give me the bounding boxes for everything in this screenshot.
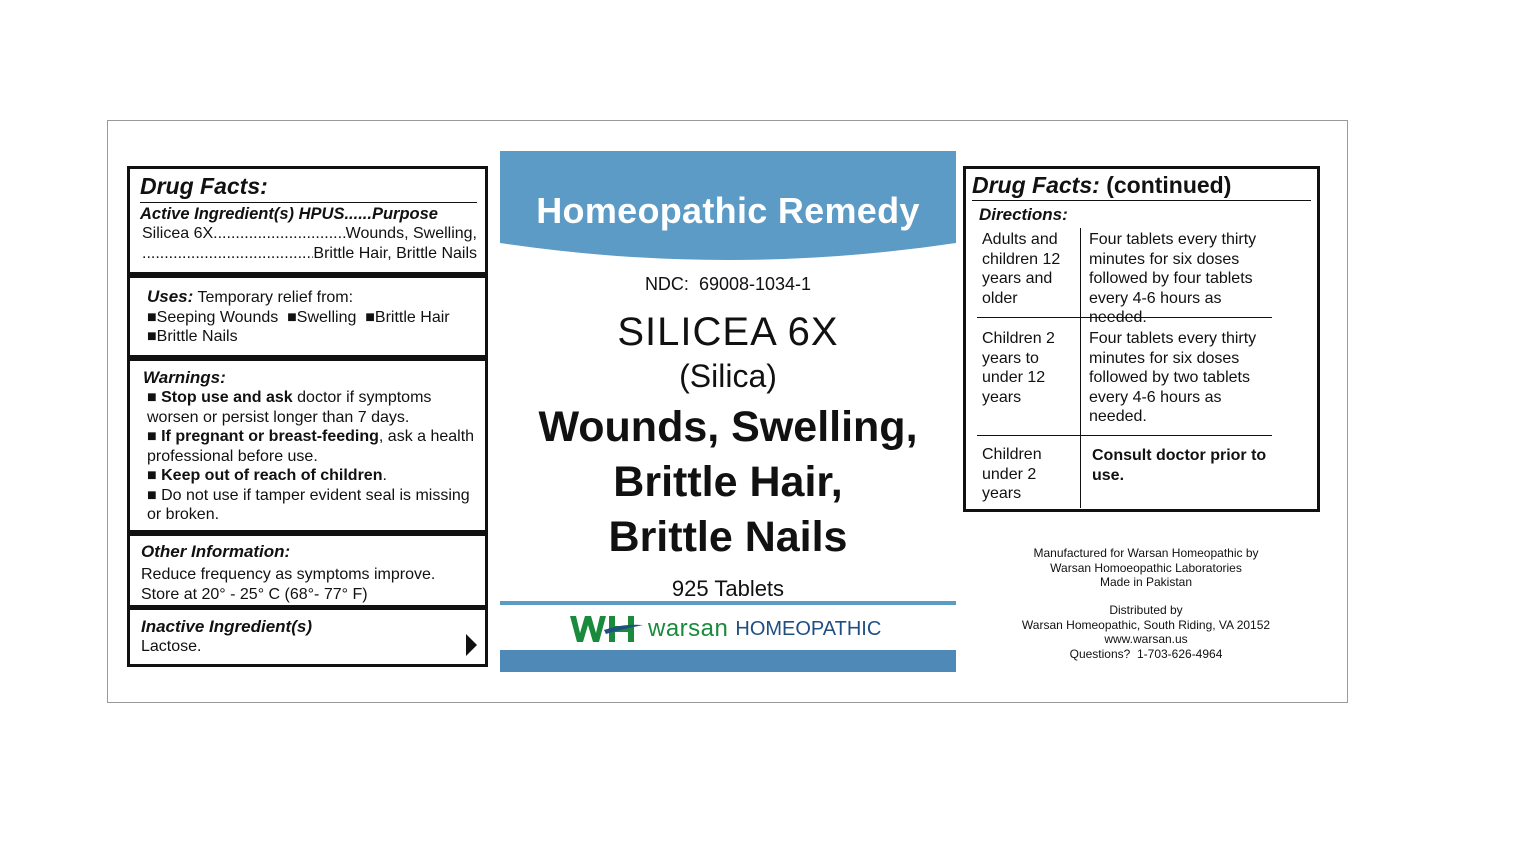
uses-line-1: ■Seeping Wounds ■Swelling ■Brittle Hair: [147, 308, 450, 326]
drug-facts-continued-title: Drug Facts: (continued): [972, 172, 1311, 201]
dosage: Four tablets every thirty minutes for six doses followed by four tablets every 4-6 hours as needed.: [1089, 231, 1257, 326]
other-information-label: Other Information:: [141, 542, 291, 561]
other-information-box: [127, 533, 488, 608]
warning-pregnant: ■ If pregnant or breast-feeding, ask a health professional before use.: [147, 428, 475, 465]
directions-table: [977, 228, 1272, 508]
indication-line-3: Brittle Nails: [608, 513, 848, 561]
other-info-line-1: Reduce frequency as symptoms improve.: [141, 566, 436, 583]
active-purpose-2: Brittle Hair, Brittle Nails: [313, 245, 477, 262]
brand-subtitle: HOMEOPATHIC: [735, 617, 882, 640]
directions-box: [963, 166, 1320, 512]
distributor-info: Distributed by Warsan Homeopathic, South Riding, VA 20152 www.warsan.us Questions? 1-703-626-4964: [1000, 603, 1292, 661]
warning-stop-use: ■ Stop use and ask doctor if symptoms worsen or persist longer than 7 days.: [147, 389, 432, 426]
directions-row: [977, 318, 1272, 436]
age-group: Children under 2 years: [977, 436, 1081, 508]
active-purpose-1: Wounds, Swelling,: [345, 225, 477, 242]
active-ingredient-name: Silicea 6X: [142, 225, 214, 242]
directions-label: Directions:: [979, 205, 1068, 224]
wh-logo-icon: [568, 613, 644, 645]
product-latin-name: (Silica): [679, 358, 777, 394]
uses-label: Uses:: [147, 287, 194, 306]
warsan-logo: [568, 612, 898, 646]
divider-rule: [500, 601, 956, 605]
indications: [500, 400, 956, 565]
directions-row: [977, 228, 1272, 326]
inactive-ingredients-box: [127, 607, 488, 667]
arrow-right-icon: [466, 634, 477, 656]
inactive-ingredients-value: Lactose.: [141, 638, 202, 655]
brand-name: warsan: [648, 615, 729, 642]
warning-tamper-seal: ■ Do not use if tamper evident seal is missing or broken.: [147, 486, 470, 523]
drug-facts-title: Drug Facts:: [140, 173, 477, 203]
active-line-1: [140, 224, 477, 244]
tablet-count: 925 Tablets: [671, 576, 785, 601]
age-group: Children 2 years to under 12 years: [977, 318, 1081, 435]
phone-number: Questions? 1-703-626-4964: [1069, 646, 1223, 661]
bottom-color-bar: [500, 650, 956, 672]
uses-line-2: ■Brittle Nails: [147, 328, 238, 345]
warnings-box: [127, 358, 488, 533]
indication-line-1: Wounds, Swelling,: [538, 403, 918, 451]
drug-facts-active-box: [127, 166, 488, 275]
age-group: Adults and children 12 years and older: [977, 228, 1081, 317]
banner-title: Homeopathic Remedy: [536, 190, 920, 231]
manufacturer-info: Manufactured for Warsan Homeopathic by Warsan Homoeopathic Laboratories Made in Pakistan: [1033, 546, 1259, 589]
uses-box: [127, 275, 488, 358]
dosage: Four tablets every thirty minutes for six doses followed by two tablets every 4-6 hours as needed.: [1089, 330, 1257, 425]
warnings-label: Warnings:: [143, 368, 226, 387]
indication-line-2: Brittle Hair,: [613, 458, 843, 506]
website-link[interactable]: www.warsan.us: [1104, 632, 1188, 646]
directions-row: [977, 436, 1272, 508]
active-line-2: [140, 244, 477, 264]
other-info-line-2: Store at 20° - 25° C (68°- 77° F): [141, 585, 368, 603]
uses-intro: Temporary relief from:: [197, 289, 354, 306]
dosage: Consult doctor prior to use.: [1092, 447, 1267, 484]
inactive-ingredients-label: Inactive Ingredient(s): [141, 617, 312, 636]
warning-children: ■ Keep out of reach of children.: [147, 467, 387, 484]
product-name: SILICEA 6X: [617, 310, 839, 354]
ndc-number: NDC: 69008-1034-1: [644, 274, 812, 294]
active-ingredient-heading: Active Ingredient(s) HPUS......Purpose: [140, 205, 438, 223]
